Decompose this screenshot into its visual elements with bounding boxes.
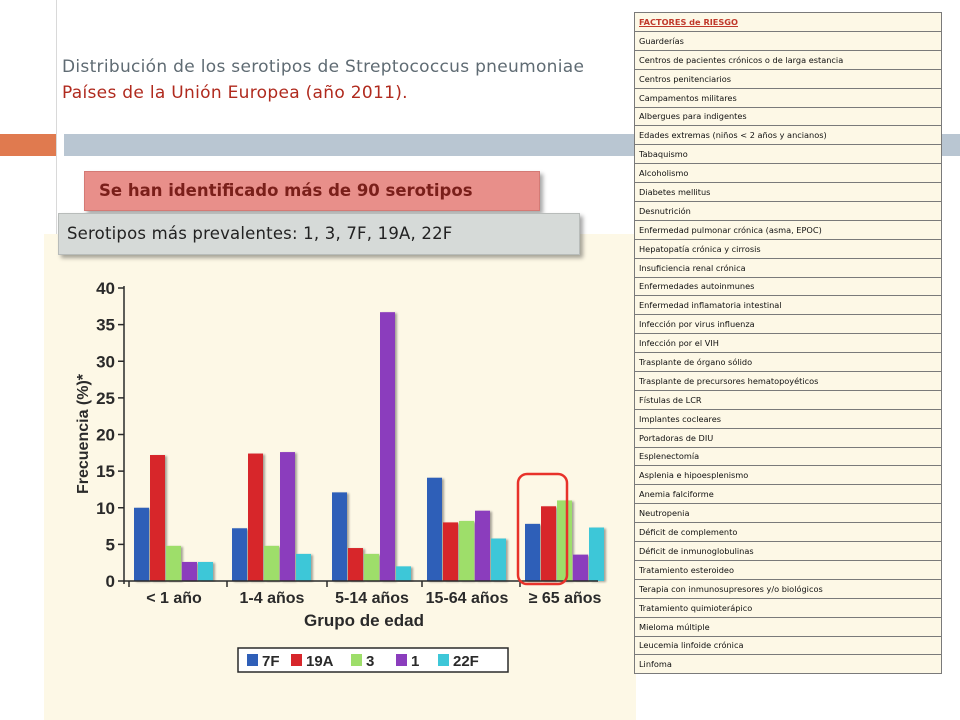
x-tick-label: 15-64 años xyxy=(425,590,509,607)
y-tick-label: 40 xyxy=(96,279,115,298)
bar-1-group-3 xyxy=(475,511,490,581)
bar-1-group-1 xyxy=(280,452,295,581)
legend-label-22f: 22F xyxy=(453,653,479,670)
risk-factor-cell: Portadoras de DIU xyxy=(635,428,942,447)
y-tick-label: 25 xyxy=(96,388,115,408)
risk-factor-row xyxy=(635,202,942,221)
slide-title-line2: Países de la Unión Europea (año 2011). xyxy=(62,83,408,103)
legend-swatch-7f xyxy=(247,654,258,666)
bar-22f-group-3 xyxy=(491,539,506,581)
risk-factor-row xyxy=(635,126,942,145)
x-axis-title: Grupo de edad xyxy=(304,611,424,630)
risk-factor-row xyxy=(635,409,942,428)
risk-factor-row xyxy=(635,390,942,409)
risk-factor-cell: Infección por virus influenza xyxy=(635,315,942,334)
risk-factor-cell: Desnutrición xyxy=(635,202,942,221)
y-tick-label: 20 xyxy=(96,425,115,445)
legend-label-19a: 19A xyxy=(306,653,334,670)
slide-title-line1: Distribución de los serotipos de Streptococcus pneumoniae xyxy=(62,57,585,77)
callout-identified-serotypes: Se han identificado más de 90 serotipos xyxy=(84,171,540,211)
bar-1-group-0 xyxy=(182,562,197,581)
risk-factor-cell: Terapia con inmunosupresores y/o biológicos xyxy=(635,579,942,598)
risk-factor-row xyxy=(635,69,942,88)
risk-factor-row xyxy=(635,32,942,51)
risk-factor-row xyxy=(635,334,942,353)
bar-19a-group-3 xyxy=(443,522,458,581)
bar-19a-group-4 xyxy=(541,506,556,581)
risk-factor-row xyxy=(635,277,942,296)
risk-factor-row xyxy=(635,88,942,107)
risk-factor-cell: Enfermedad inflamatoria intestinal xyxy=(635,296,942,315)
bar-7f-group-3 xyxy=(427,478,442,581)
risk-factor-cell: Linfoma xyxy=(635,655,942,674)
x-tick-label: 5-14 años xyxy=(335,590,409,607)
bar-7f-group-0 xyxy=(134,508,149,581)
risk-factor-cell: Fístulas de LCR xyxy=(635,390,942,409)
risk-factor-row xyxy=(635,542,942,561)
risk-factor-cell: Enfermedades autoinmunes xyxy=(635,277,942,296)
risk-factor-row xyxy=(635,485,942,504)
legend-swatch-22f xyxy=(438,654,449,666)
risk-factor-row xyxy=(635,239,942,258)
risk-factors-header: FACTORES de RIESGO xyxy=(635,13,942,32)
legend-swatch-3 xyxy=(351,654,362,666)
y-tick-label: 35 xyxy=(96,315,115,335)
y-tick-label: 5 xyxy=(105,535,115,555)
accent-bar-orange xyxy=(0,134,56,156)
risk-factor-cell: Campamentos militares xyxy=(635,88,942,107)
bar-7f-group-4 xyxy=(525,524,540,581)
risk-factor-row xyxy=(635,353,942,372)
risk-factor-cell: Centros de pacientes crónicos o de larga estancia xyxy=(635,50,942,69)
y-tick-label: 30 xyxy=(96,352,115,372)
risk-factor-cell: Trasplante de precursores hematopoyéticos xyxy=(635,372,942,391)
bar-3-group-3 xyxy=(459,521,474,581)
risk-factor-row xyxy=(635,428,942,447)
bar-3-group-2 xyxy=(364,554,379,581)
legend-swatch-1 xyxy=(396,654,407,666)
x-tick-label: 1-4 años xyxy=(239,590,305,607)
bar-7f-group-1 xyxy=(232,528,247,581)
risk-factor-cell: Déficit de inmunoglobulinas xyxy=(635,542,942,561)
risk-factor-cell: Asplenia e hipoesplenismo xyxy=(635,466,942,485)
y-axis-title: Frecuencia (%)* xyxy=(75,373,92,495)
risk-factor-cell: Mieloma múltiple xyxy=(635,617,942,636)
risk-factor-cell: Implantes cocleares xyxy=(635,409,942,428)
y-tick-label: 0 xyxy=(105,572,115,591)
y-tick-label: 15 xyxy=(96,462,115,482)
bar-19a-group-1 xyxy=(248,454,263,581)
risk-factor-row xyxy=(635,258,942,277)
risk-factor-row xyxy=(635,145,942,164)
risk-factors-header-row xyxy=(635,13,942,32)
risk-factor-cell: Insuficiencia renal crónica xyxy=(635,258,942,277)
bar-3-group-1 xyxy=(264,546,279,581)
risk-factor-row xyxy=(635,655,942,674)
risk-factor-cell: Guarderías xyxy=(635,32,942,51)
risk-factor-cell: Trasplante de órgano sólido xyxy=(635,353,942,372)
risk-factor-row xyxy=(635,372,942,391)
bar-1-group-4 xyxy=(573,555,588,581)
risk-factor-row xyxy=(635,447,942,466)
bar-3-group-0 xyxy=(166,546,181,581)
risk-factor-cell: Centros penitenciarios xyxy=(635,69,942,88)
risk-factor-row xyxy=(635,107,942,126)
risk-factor-cell: Infección por el VIH xyxy=(635,334,942,353)
risk-factor-row xyxy=(635,579,942,598)
risk-factor-cell: Albergues para indigentes xyxy=(635,107,942,126)
risk-factor-cell: Edades extremas (niños < 2 años y ancianos) xyxy=(635,126,942,145)
risk-factor-cell: Tratamiento esteroideo xyxy=(635,560,942,579)
bar-22f-group-1 xyxy=(296,554,311,581)
risk-factor-row xyxy=(635,617,942,636)
y-tick-label: 10 xyxy=(96,498,115,518)
bar-19a-group-0 xyxy=(150,455,165,581)
legend-label-3: 3 xyxy=(366,653,375,670)
risk-factor-cell: Anemia falciforme xyxy=(635,485,942,504)
risk-factor-row xyxy=(635,523,942,542)
callout-prevalent-serotypes: Serotipos más prevalentes: 1, 3, 7F, 19A, 22F xyxy=(58,213,580,255)
risk-factor-cell: Déficit de complemento xyxy=(635,523,942,542)
risk-factor-cell: Leucemia linfoide crónica xyxy=(635,636,942,655)
bar-22f-group-0 xyxy=(198,562,213,581)
risk-factor-row xyxy=(635,50,942,69)
x-tick-label: < 1 año xyxy=(146,590,202,607)
risk-factor-cell: Hepatopatía crónica y cirrosis xyxy=(635,239,942,258)
risk-factor-cell: Enfermedad pulmonar crónica (asma, EPOC) xyxy=(635,220,942,239)
chart-bars xyxy=(134,312,604,581)
bar-3-group-4 xyxy=(557,500,572,581)
x-tick-label: ≥ 65 años xyxy=(528,590,602,607)
bar-19a-group-2 xyxy=(348,548,363,581)
legend-label-1: 1 xyxy=(411,653,420,670)
serotype-bar-chart xyxy=(44,262,636,682)
risk-factor-row xyxy=(635,164,942,183)
slide-title xyxy=(62,54,622,106)
risk-factor-cell: Alcoholismo xyxy=(635,164,942,183)
risk-factor-row xyxy=(635,220,942,239)
legend-swatch-19a xyxy=(291,654,302,666)
risk-factor-cell: Neutropenia xyxy=(635,504,942,523)
risk-factors-table xyxy=(634,12,942,674)
y-axis-ticks xyxy=(96,279,124,591)
risk-factor-row xyxy=(635,466,942,485)
legend-label-7f: 7F xyxy=(262,653,280,670)
risk-factor-row xyxy=(635,315,942,334)
bar-7f-group-2 xyxy=(332,492,347,581)
bar-1-group-2 xyxy=(380,312,395,581)
risk-factor-row xyxy=(635,560,942,579)
risk-factor-row xyxy=(635,636,942,655)
risk-factor-cell: Tratamiento quimioterápico xyxy=(635,598,942,617)
bar-22f-group-2 xyxy=(396,566,411,581)
risk-factor-cell: Diabetes mellitus xyxy=(635,183,942,202)
bar-22f-group-4 xyxy=(589,528,604,581)
risk-factor-row xyxy=(635,598,942,617)
risk-factor-cell: Tabaquismo xyxy=(635,145,942,164)
risk-factor-row xyxy=(635,296,942,315)
risk-factor-row xyxy=(635,183,942,202)
risk-factor-row xyxy=(635,504,942,523)
risk-factor-cell: Esplenectomía xyxy=(635,447,942,466)
